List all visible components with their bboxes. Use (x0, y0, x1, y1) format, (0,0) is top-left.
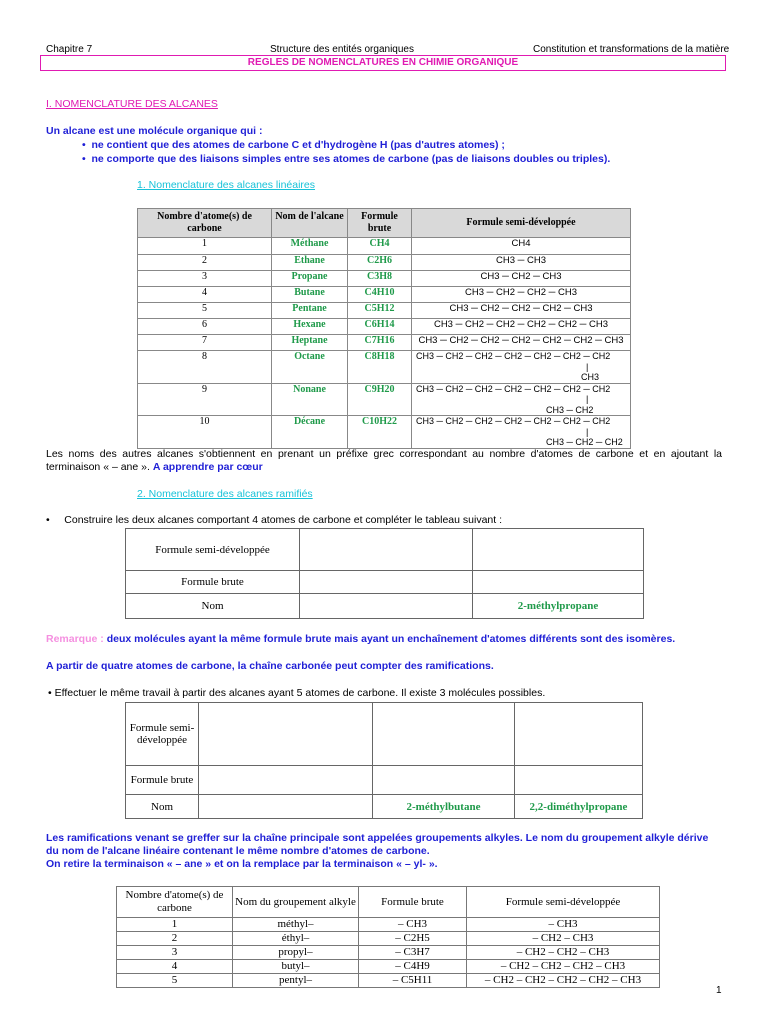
page-number: 1 (716, 985, 722, 996)
alkane-semi-formula: CH3 ─ CH2 ─ CH2 ─ CH2 ─ CH2 ─ CH2 ─ CH3 (412, 335, 631, 351)
alcane-definition: Un alcane est une molécule organique qui : (46, 125, 263, 137)
table-cell: 5 (117, 974, 233, 988)
answer-cell[interactable] (373, 766, 515, 795)
alkane-semi-formula: CH4 (412, 238, 631, 255)
table-header: Nombre d'atome(s) de carbone (117, 887, 233, 918)
row-label: Formule brute (126, 766, 199, 795)
prefix-paragraph (46, 448, 722, 474)
alkane-name: Propane (272, 271, 348, 287)
table-header: Formule semi-développée (412, 209, 631, 238)
table-cell: 4 (117, 960, 233, 974)
alkyl-paragraph: Les ramifications venant se greffer sur la chaîne principale sont appelées groupements alkyles. Le nom du groupement alkyle dérive du nom de l'alcane linéaire contenant le même nombre d'atomes de carbone. (46, 832, 709, 857)
table-header: Formule brute (348, 209, 412, 238)
alkane-name: Décane (272, 416, 348, 449)
subheading-branched-alkanes: 2. Nomenclature des alcanes ramifiés (137, 488, 313, 500)
header-chapter: Chapitre 7 (46, 44, 93, 55)
page-title: REGLES DE NOMENCLATURES EN CHIMIE ORGANIQUE (40, 55, 726, 71)
alkane-semi-formula: CH3 ─ CH2 ─ CH2 ─ CH2 ─ CH2 ─ CH2 ─ CH2 | CH3 ─ CH2 ─ CH2 (412, 416, 631, 449)
given-name: 2,2-diméthylpropane (515, 795, 643, 819)
alkane-formula: C6H14 (348, 319, 412, 335)
answer-cell[interactable] (515, 703, 643, 766)
alkyl-formula: – CH3 (359, 918, 467, 932)
alkane-name: Ethane (272, 255, 348, 271)
alkyl-name: méthyl– (233, 918, 359, 932)
alkyl-groups-table (116, 886, 660, 988)
alkane-formula: C3H8 (348, 271, 412, 287)
row-label: Formule semi-développée (126, 529, 300, 571)
alkane-name: Méthane (272, 238, 348, 255)
row-label: Nom (126, 795, 199, 819)
isomer-remark (46, 633, 675, 645)
alkyl-formula: – C5H11 (359, 974, 467, 988)
remark-text: deux molécules ayant la même formule brute mais ayant un enchaînement d'atomes différents sont des isomères. (106, 633, 676, 645)
alkane-name: Octane (272, 351, 348, 384)
task-five-carbons: • Effectuer le même travail à partir des alcanes ayant 5 atomes de carbone. Il existe 3 molécules possibles. (48, 687, 546, 699)
table-cell: 3 (138, 271, 272, 287)
four-carbon-table (125, 528, 644, 619)
table-cell: 10 (138, 416, 272, 449)
section-heading-alcanes: I. NOMENCLATURE DES ALCANES (46, 98, 218, 110)
alkyl-semi-formula: – CH2 – CH2 – CH3 (467, 946, 660, 960)
table-cell: 8 (138, 351, 272, 384)
alkyl-formula: – C2H5 (359, 932, 467, 946)
alkane-formula: CH4 (348, 238, 412, 255)
header-subject: Structure des entités organiques (270, 44, 414, 55)
alkyl-name: éthyl– (233, 932, 359, 946)
table-header: Nom du groupement alkyle (233, 887, 359, 918)
ramification-note: A partir de quatre atomes de carbone, la chaîne carbonée peut compter des ramifications. (46, 660, 494, 672)
task-four-carbons: • Construire les deux alcanes comportant 4 atomes de carbone et compléter le tableau suivant : (46, 514, 503, 526)
subheading-linear-alkanes: 1. Nomenclature des alcanes linéaires (137, 179, 316, 191)
answer-cell[interactable] (473, 529, 644, 571)
alkane-name: Hexane (272, 319, 348, 335)
table-cell: 9 (138, 383, 272, 416)
alkyl-semi-formula: – CH2 – CH2 – CH2 – CH2 – CH3 (467, 974, 660, 988)
alkane-name: Heptane (272, 335, 348, 351)
alkyl-formula: – C4H9 (359, 960, 467, 974)
row-label: Formule brute (126, 571, 300, 594)
table-header: Nombre d'atome(s) de carbone (138, 209, 272, 238)
alkyl-formula: – C3H7 (359, 946, 467, 960)
definition-bullet: • ne contient que des atomes de carbone C et d'hydrogène H (pas d'autres atomes) ; (82, 139, 505, 151)
alkane-formula: C4H10 (348, 287, 412, 303)
row-label: Nom (126, 594, 300, 619)
alkane-formula: C5H12 (348, 303, 412, 319)
answer-cell[interactable] (199, 795, 373, 819)
table-header: Formule brute (359, 887, 467, 918)
table-header: Formule semi-développée (467, 887, 660, 918)
alkane-semi-formula: CH3 ─ CH2 ─ CH2 ─ CH2 ─ CH2 ─ CH3 (412, 319, 631, 335)
row-label: Formule semi-développée (126, 703, 199, 766)
given-name: 2-méthylbutane (373, 795, 515, 819)
definition-bullet: • ne comporte que des liaisons simples entre ses atomes de carbone (pas de liaisons doubles ou triples). (82, 153, 611, 165)
alkane-semi-formula: CH3 ─ CH2 ─ CH2 ─ CH2 ─ CH3 (412, 303, 631, 319)
table-cell: 5 (138, 303, 272, 319)
answer-cell[interactable] (515, 766, 643, 795)
alkyl-name: propyl– (233, 946, 359, 960)
answer-cell[interactable] (473, 571, 644, 594)
alkane-name: Nonane (272, 383, 348, 416)
learn-by-heart: A apprendre par cœur (152, 461, 263, 473)
task-text: Construire les deux alcanes comportant 4 atomes de carbone et compléter le tableau suivant : (64, 514, 503, 526)
table-cell: 1 (117, 918, 233, 932)
alkane-formula: C10H22 (348, 416, 412, 449)
alkyl-semi-formula: – CH3 (467, 918, 660, 932)
answer-cell[interactable] (199, 703, 373, 766)
table-cell: 7 (138, 335, 272, 351)
alkane-semi-formula: CH3 ─ CH2 ─ CH3 (412, 271, 631, 287)
answer-cell[interactable] (373, 703, 515, 766)
answer-cell[interactable] (300, 571, 473, 594)
alkane-formula: C9H20 (348, 383, 412, 416)
alkane-formula: C7H16 (348, 335, 412, 351)
alkyl-name: butyl– (233, 960, 359, 974)
alkane-semi-formula: CH3 ─ CH2 ─ CH2 ─ CH2 ─ CH2 ─ CH2 ─ CH2 | CH3 (412, 351, 631, 384)
given-name: 2-méthylpropane (473, 594, 644, 619)
alkane-name: Butane (272, 287, 348, 303)
alkane-semi-formula: CH3 ─ CH2 ─ CH2 ─ CH2 ─ CH2 ─ CH2 ─ CH2 | CH3 ─ CH2 (412, 383, 631, 416)
remark-label: Remarque : (46, 633, 107, 645)
table-cell: 1 (138, 238, 272, 255)
table-cell: 2 (117, 932, 233, 946)
linear-alkanes-table (137, 208, 631, 449)
definition-bullet-text: ne contient que des atomes de carbone C et d'hydrogène H (pas d'autres atomes) ; (91, 139, 505, 151)
table-header: Nom de l'alcane (272, 209, 348, 238)
alkyl-semi-formula: – CH2 – CH3 (467, 932, 660, 946)
table-cell: 6 (138, 319, 272, 335)
five-carbon-table (125, 702, 643, 819)
task-text: Effectuer le même travail à partir des alcanes ayant 5 atomes de carbone. Il existe 3 molécules possibles. (54, 687, 546, 699)
answer-cell[interactable] (300, 594, 473, 619)
alkane-formula: C8H18 (348, 351, 412, 384)
table-cell: 3 (117, 946, 233, 960)
alkyl-name: pentyl– (233, 974, 359, 988)
alkyl-rule: On retire la terminaison « – ane » et on la remplace par la terminaison « – yl- ». (46, 858, 438, 870)
alkyl-semi-formula: – CH2 – CH2 – CH2 – CH3 (467, 960, 660, 974)
answer-cell[interactable] (199, 766, 373, 795)
table-cell: 2 (138, 255, 272, 271)
header-theme: Constitution et transformations de la matière (533, 44, 730, 55)
alkane-semi-formula: CH3 ─ CH2 ─ CH2 ─ CH3 (412, 287, 631, 303)
definition-bullet-text: ne comporte que des liaisons simples entre ses atomes de carbone (pas de liaisons doubles ou triples). (91, 153, 611, 165)
table-cell: 4 (138, 287, 272, 303)
prefix-paragraph-text: Les noms des autres alcanes s'obtiennent en prenant un préfixe grec correspondant au nombre d'atomes de carbone et en ajoutant la terminaison « – ane ». (46, 448, 722, 473)
alkane-formula: C2H6 (348, 255, 412, 271)
alkane-name: Pentane (272, 303, 348, 319)
alkane-semi-formula: CH3 ─ CH3 (412, 255, 631, 271)
answer-cell[interactable] (300, 529, 473, 571)
